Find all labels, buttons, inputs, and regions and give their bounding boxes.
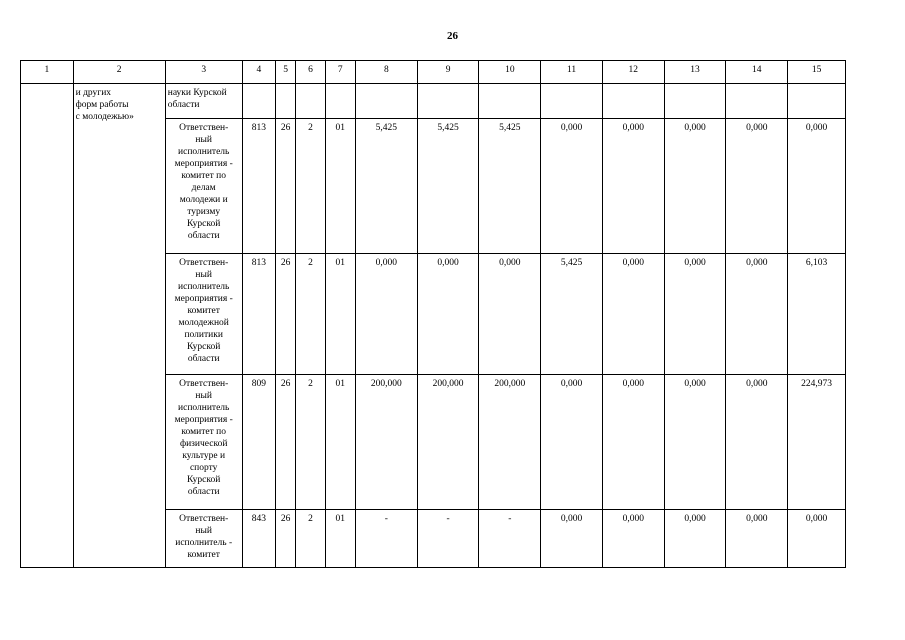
table-cell: 6,103 <box>788 254 846 375</box>
table-cell: 200,000 <box>355 375 417 510</box>
header-row <box>21 61 846 84</box>
table-cell: 0,000 <box>602 119 664 254</box>
table-cell <box>541 84 603 119</box>
column-header: 14 <box>726 61 788 84</box>
table-cell: 200,000 <box>417 375 479 510</box>
column-header: 8 <box>355 61 417 84</box>
responsible-cell: Ответствен- ный исполнитель мероприятия - комитет молодежной политики Курской области <box>165 254 242 375</box>
table-cell: 0,000 <box>541 119 603 254</box>
event-name-cell: и других форм работы с молодежью» <box>73 84 165 568</box>
table-cell: 26 <box>276 375 296 510</box>
table-cell <box>788 84 846 119</box>
table-cell: 0,000 <box>664 254 726 375</box>
table-cell: 809 <box>242 375 275 510</box>
table-cell: 0,000 <box>664 510 726 568</box>
table-cell: 843 <box>242 510 275 568</box>
table-cell: 224,973 <box>788 375 846 510</box>
table-row <box>21 84 846 119</box>
responsible-cell: Ответствен- ный исполнитель мероприятия - комитет по делам молодежи и туризму Курской области <box>165 119 242 254</box>
budget-table <box>20 60 846 568</box>
table-cell: 2 <box>296 119 325 254</box>
column-header: 9 <box>417 61 479 84</box>
column-header: 5 <box>276 61 296 84</box>
table-cell: 26 <box>276 510 296 568</box>
table-cell: 0,000 <box>726 375 788 510</box>
table-cell <box>325 84 355 119</box>
table-cell <box>602 84 664 119</box>
table-cell: 2 <box>296 375 325 510</box>
table-cell: 200,000 <box>479 375 541 510</box>
table-cell: 01 <box>325 119 355 254</box>
table-cell: 0,000 <box>726 510 788 568</box>
column-header: 4 <box>242 61 275 84</box>
table-cell: 01 <box>325 510 355 568</box>
table-cell: 01 <box>325 375 355 510</box>
table-cell: 5,425 <box>479 119 541 254</box>
table-cell <box>417 84 479 119</box>
table-cell: 0,000 <box>602 510 664 568</box>
table-cell: 2 <box>296 254 325 375</box>
table-cell: 01 <box>325 254 355 375</box>
column-header: 12 <box>602 61 664 84</box>
table-cell: 2 <box>296 510 325 568</box>
table-cell: 0,000 <box>602 254 664 375</box>
table-cell <box>664 84 726 119</box>
column-header: 1 <box>21 61 74 84</box>
column-header: 7 <box>325 61 355 84</box>
table-cell: 0,000 <box>479 254 541 375</box>
table-cell: 5,425 <box>355 119 417 254</box>
column-header: 3 <box>165 61 242 84</box>
table-cell <box>355 84 417 119</box>
table-cell: 5,425 <box>541 254 603 375</box>
table-cell: 0,000 <box>541 375 603 510</box>
column-header: 15 <box>788 61 846 84</box>
table-cell: 813 <box>242 254 275 375</box>
table-cell: 26 <box>276 254 296 375</box>
table-cell <box>276 84 296 119</box>
column-header: 2 <box>73 61 165 84</box>
column-header: 10 <box>479 61 541 84</box>
responsible-cell: Ответствен- ный исполнитель мероприятия - комитет по физической культуре и спорту Курской области <box>165 375 242 510</box>
cell-col1 <box>21 84 74 568</box>
column-header: 11 <box>541 61 603 84</box>
table-cell: 813 <box>242 119 275 254</box>
table-cell: 5,425 <box>417 119 479 254</box>
table-cell: 0,000 <box>726 119 788 254</box>
column-header: 13 <box>664 61 726 84</box>
table-cell: 26 <box>276 119 296 254</box>
table-cell <box>296 84 325 119</box>
responsible-cell: Ответствен- ный исполнитель - комитет <box>165 510 242 568</box>
table-cell: - <box>417 510 479 568</box>
table-cell: 0,000 <box>726 254 788 375</box>
table-cell: - <box>355 510 417 568</box>
table-cell: 0,000 <box>417 254 479 375</box>
table-cell <box>242 84 275 119</box>
table-cell: - <box>479 510 541 568</box>
table-cell: 0,000 <box>664 119 726 254</box>
table-cell: 0,000 <box>788 510 846 568</box>
table-cell: 0,000 <box>664 375 726 510</box>
page-number: 26 <box>447 30 458 42</box>
table-cell <box>726 84 788 119</box>
table-cell: 0,000 <box>602 375 664 510</box>
table-cell: 0,000 <box>788 119 846 254</box>
table-cell: 0,000 <box>355 254 417 375</box>
table-cell: 0,000 <box>541 510 603 568</box>
column-header: 6 <box>296 61 325 84</box>
continuation-cell: науки Курской области <box>165 84 242 119</box>
table-cell <box>479 84 541 119</box>
